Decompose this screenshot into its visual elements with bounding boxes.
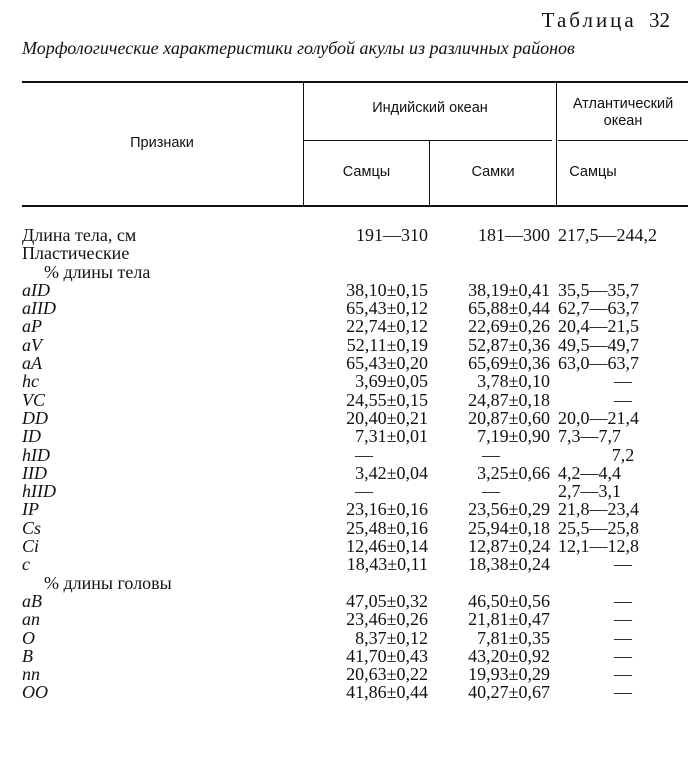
top-rule bbox=[22, 81, 688, 83]
cell-indian-females: 40,27±0,67 bbox=[468, 682, 550, 703]
table-row bbox=[0, 464, 692, 482]
row-label: aB bbox=[22, 590, 42, 611]
cell-indian-males: 18,43±0,11 bbox=[346, 554, 428, 575]
table-row bbox=[0, 244, 692, 262]
header-males: Самцы bbox=[342, 164, 391, 180]
cell-indian-females: 22,69±0,26 bbox=[468, 316, 550, 337]
cell-indian-males: 41,86±0,44 bbox=[346, 682, 428, 703]
cell-atlantic-males: — bbox=[614, 645, 632, 666]
cell-indian-males: 8,37±0,12 bbox=[355, 627, 428, 648]
cell-indian-males: 23,46±0,26 bbox=[346, 609, 428, 630]
row-label: aID bbox=[22, 279, 50, 300]
table-row bbox=[0, 372, 692, 390]
cell-atlantic-males: 62,7—63,7 bbox=[558, 298, 639, 319]
row-label: nn bbox=[22, 664, 40, 685]
row-label: aIID bbox=[22, 298, 56, 319]
row-label: O bbox=[22, 627, 35, 648]
cell-indian-females: — bbox=[482, 444, 500, 465]
header-atl-males: Самцы bbox=[569, 164, 617, 180]
cell-indian-males: 25,48±0,16 bbox=[346, 517, 428, 538]
table-row bbox=[0, 500, 692, 518]
cell-indian-females: 65,69±0,36 bbox=[468, 353, 550, 374]
cell-indian-females: 23,56±0,29 bbox=[468, 499, 550, 520]
cell-indian-females: 18,38±0,24 bbox=[468, 554, 550, 575]
table-row bbox=[0, 683, 692, 701]
header-females: Самки bbox=[471, 164, 515, 180]
cell-atlantic-males: 20,0—21,4 bbox=[558, 407, 639, 428]
row-label: an bbox=[22, 609, 40, 630]
atlantic-sub-rule bbox=[558, 140, 688, 141]
cell-indian-females: 3,78±0,10 bbox=[477, 371, 550, 392]
table-row bbox=[0, 647, 692, 665]
cell-indian-males: 23,16±0,16 bbox=[346, 499, 428, 520]
cell-atlantic-males: 20,4—21,5 bbox=[558, 316, 639, 337]
table-body bbox=[0, 226, 692, 702]
table-row bbox=[0, 482, 692, 500]
indian-sub-rule bbox=[304, 140, 552, 141]
table-row bbox=[0, 555, 692, 573]
cell-atlantic-males: — bbox=[614, 682, 632, 703]
cell-atlantic-males: 7,2 bbox=[611, 444, 635, 465]
cell-indian-males: 41,70±0,43 bbox=[346, 645, 428, 666]
header-atlantic-line1: Атлантический bbox=[572, 96, 674, 112]
cell-indian-males: 52,11±0,19 bbox=[346, 334, 428, 355]
cell-indian-males: 20,40±0,21 bbox=[346, 407, 428, 428]
table-row bbox=[0, 299, 692, 317]
cell-indian-females: 38,19±0,41 bbox=[468, 279, 550, 300]
cell-atlantic-males: 217,5—244,2 bbox=[558, 225, 657, 245]
row-label: IID bbox=[22, 462, 47, 483]
cell-indian-females: 46,50±0,56 bbox=[468, 590, 550, 611]
table-row bbox=[0, 446, 692, 464]
row-label: aP bbox=[22, 316, 42, 337]
cell-indian-females: 12,87±0,24 bbox=[468, 536, 550, 557]
table-number bbox=[542, 8, 670, 33]
header-atlantic-line2: океан bbox=[603, 113, 643, 129]
cell-atlantic-males: — bbox=[614, 609, 632, 630]
table-row bbox=[0, 592, 692, 610]
cell-indian-females: 7,81±0,35 bbox=[477, 627, 550, 648]
row-label: hc bbox=[22, 371, 39, 392]
table-row bbox=[0, 519, 692, 537]
header-atlantic-ocean bbox=[558, 96, 688, 130]
cell-indian-males: 47,05±0,32 bbox=[346, 590, 428, 611]
cell-indian-males: 24,55±0,15 bbox=[346, 389, 428, 410]
cell-atlantic-males: — bbox=[614, 371, 632, 392]
row-label: hID bbox=[22, 444, 50, 465]
cell-atlantic-males: 25,5—25,8 bbox=[558, 517, 639, 538]
row-label: IP bbox=[22, 499, 39, 520]
cell-indian-females: 65,88±0,44 bbox=[468, 298, 550, 319]
table-row bbox=[0, 263, 692, 281]
cell-indian-males: 12,46±0,14 bbox=[346, 536, 428, 557]
cell-atlantic-males: — bbox=[614, 590, 632, 611]
cell-atlantic-males: 35,5—35,7 bbox=[558, 279, 639, 300]
table-row bbox=[0, 629, 692, 647]
cell-indian-males: 20,63±0,22 bbox=[346, 664, 428, 685]
table-row bbox=[0, 610, 692, 628]
cell-indian-males: — bbox=[355, 444, 373, 465]
cell-indian-females: 181—300 bbox=[478, 225, 550, 245]
row-label: Cs bbox=[22, 517, 42, 538]
cell-atlantic-males: — bbox=[614, 627, 632, 648]
header-feature: Признаки bbox=[130, 135, 194, 151]
table-caption: Морфологические характеристики голубой акулы из различных районов bbox=[22, 38, 575, 58]
row-label: VC bbox=[22, 389, 46, 410]
row-label: c bbox=[22, 554, 30, 575]
cell-indian-males: 38,10±0,15 bbox=[346, 279, 428, 300]
cell-atlantic-males: 2,7—3,1 bbox=[558, 481, 621, 502]
row-label: Ci bbox=[22, 536, 40, 557]
cell-indian-males: 3,69±0,05 bbox=[355, 371, 428, 392]
table-row bbox=[0, 427, 692, 445]
table-label: Таблица bbox=[541, 8, 637, 32]
cell-atlantic-males: 7,3—7,7 bbox=[558, 426, 621, 447]
cell-indian-females: 7,19±0,90 bbox=[477, 426, 550, 447]
cell-indian-females: 25,94±0,18 bbox=[468, 517, 550, 538]
cell-indian-females: 43,20±0,92 bbox=[468, 645, 550, 666]
table-row bbox=[0, 317, 692, 335]
row-label: Длина тела, см bbox=[22, 225, 137, 245]
table-row bbox=[0, 409, 692, 427]
cell-indian-females: 19,93±0,29 bbox=[468, 664, 550, 685]
cell-indian-males: 191—310 bbox=[356, 225, 428, 245]
cell-indian-females: 24,87±0,18 bbox=[468, 389, 550, 410]
cell-indian-males: 22,74±0,12 bbox=[346, 316, 428, 337]
row-label: aV bbox=[22, 334, 42, 355]
cell-indian-females: 20,87±0,60 bbox=[468, 407, 550, 428]
table-number-value: 32 bbox=[649, 8, 670, 32]
table-row bbox=[0, 281, 692, 299]
cell-indian-males: — bbox=[355, 481, 373, 502]
table-row bbox=[0, 336, 692, 354]
row-label: B bbox=[22, 645, 33, 666]
cell-indian-females: — bbox=[482, 481, 500, 502]
cell-indian-females: 3,25±0,66 bbox=[477, 462, 550, 483]
row-label: ID bbox=[22, 426, 41, 447]
cell-atlantic-males: — bbox=[614, 389, 632, 410]
cell-indian-females: 52,87±0,36 bbox=[468, 334, 550, 355]
table-row bbox=[0, 537, 692, 555]
cell-indian-males: 3,42±0,04 bbox=[355, 462, 428, 483]
row-label: OO bbox=[22, 682, 48, 703]
table-row bbox=[0, 354, 692, 372]
row-label: aA bbox=[22, 353, 42, 374]
cell-indian-females: 21,81±0,47 bbox=[468, 609, 550, 630]
cell-indian-males: 7,31±0,01 bbox=[355, 426, 428, 447]
row-label: hIID bbox=[22, 481, 56, 502]
cell-indian-males: 65,43±0,12 bbox=[346, 298, 428, 319]
cell-atlantic-males: 4,2—4,4 bbox=[558, 462, 621, 483]
table-row bbox=[0, 226, 692, 244]
row-label: % длины головы bbox=[44, 572, 172, 593]
header-indian-ocean: Индийский океан bbox=[372, 100, 488, 116]
row-label: Пластические bbox=[22, 243, 130, 264]
cell-atlantic-males: 63,0—63,7 bbox=[558, 353, 639, 374]
row-label: DD bbox=[22, 407, 48, 428]
divider-right bbox=[556, 82, 557, 205]
cell-indian-males: 65,43±0,20 bbox=[346, 353, 428, 374]
row-label: % длины тела bbox=[44, 261, 151, 282]
header-bottom-rule bbox=[22, 205, 688, 207]
cell-atlantic-males: 12,1—12,8 bbox=[558, 536, 639, 557]
cell-atlantic-males: 49,5—49,7 bbox=[558, 334, 639, 355]
cell-atlantic-males: — bbox=[614, 664, 632, 685]
table-row bbox=[0, 391, 692, 409]
cell-atlantic-males: 21,8—23,4 bbox=[558, 499, 639, 520]
table-row bbox=[0, 665, 692, 683]
table-row bbox=[0, 574, 692, 592]
cell-atlantic-males: — bbox=[614, 554, 632, 575]
